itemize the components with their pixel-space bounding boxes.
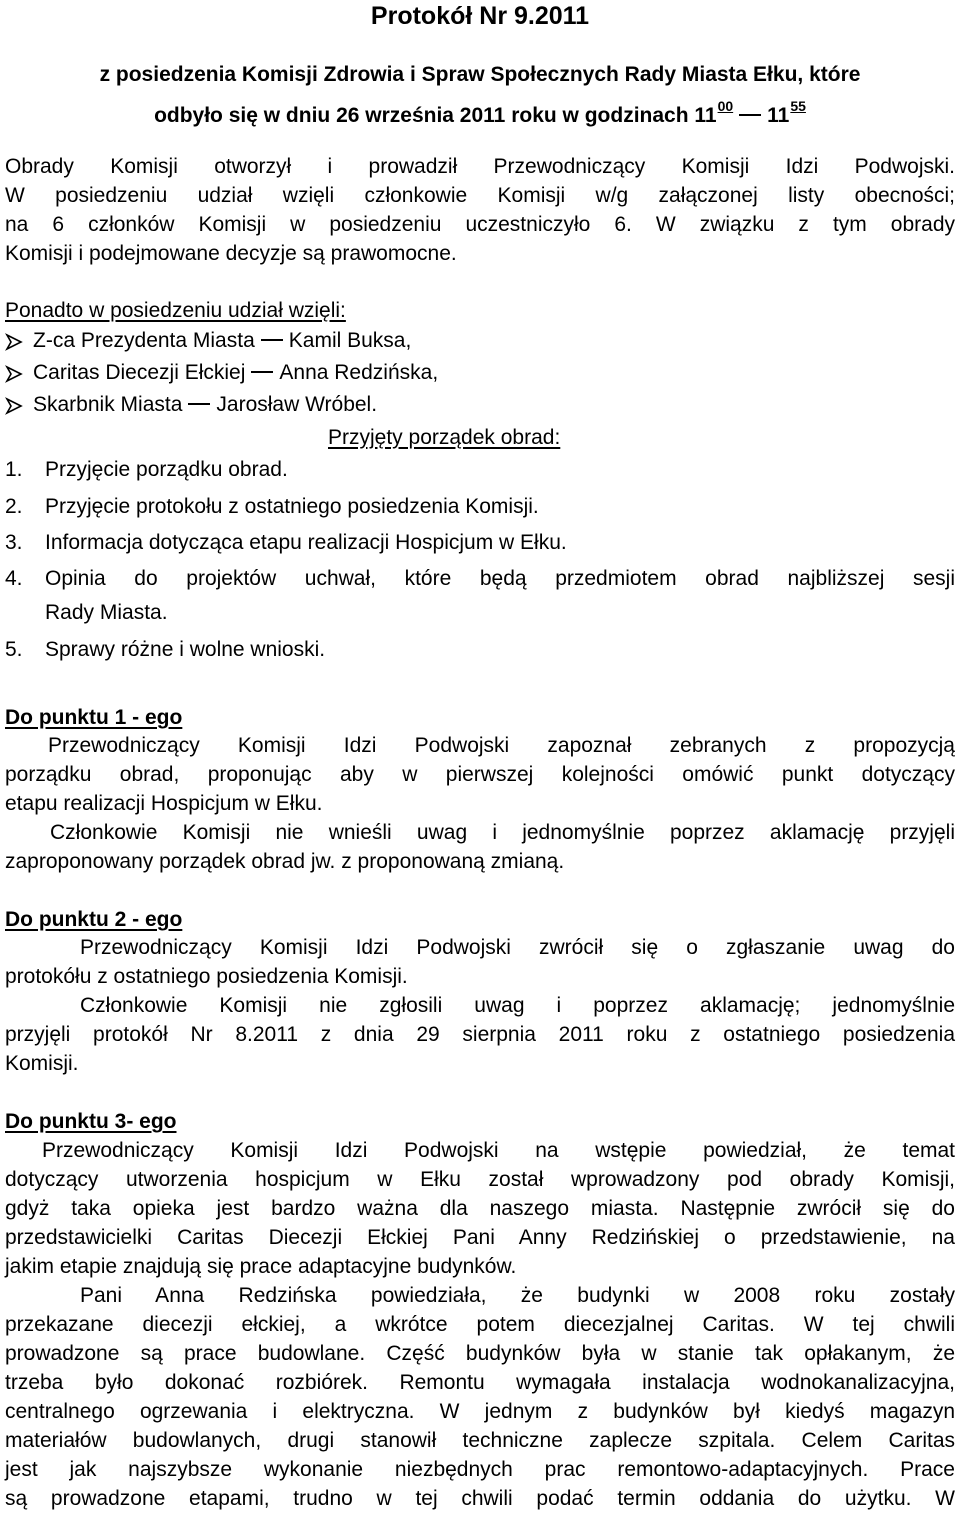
agenda-heading — [328, 423, 728, 452]
section-2-line: Członkowie Komisji nie zgłosili uwag i poprzez aklamację; jednomyślnie — [80, 994, 955, 1017]
subtitle-line-1: z posiedzenia Komisji Zdrowia i Spraw Społecznych Rady Miasta Ełku, które — [99, 63, 861, 86]
section-2-line: protokółu z ostatniego posiedzenia Komisji. — [5, 965, 408, 988]
em-dash — [251, 371, 273, 373]
agenda-item-number: 2. — [5, 495, 23, 518]
intro-line-3: na 6 członków Komisji w posiedzeniu uczestniczyło 6. W związku z tym obrady — [5, 213, 955, 236]
agenda-heading-text: Przyjęty porządek obrad: — [328, 426, 561, 449]
section-1-line: Przewodniczący Komisji Idzi Podwojski zapoznał zebranych z propozycją — [48, 734, 955, 757]
section-3-line: centralnego ogrzewania i elektryczna. W jednym z budynków był kiedyś magazyn — [5, 1400, 955, 1423]
guest-name: Jarosław Wróbel. — [216, 393, 378, 416]
guest-role: Skarbnik Miasta — [33, 393, 183, 416]
section-3-line: jakim etapie znajdują się prace adaptacyjne budynków. — [5, 1255, 517, 1278]
section-3-heading: Do punktu 3- ego — [5, 1110, 177, 1133]
section-3-line: prowadzone są prace budowlane. Część budynków była w stanie tak opłakanym, że — [5, 1342, 955, 1365]
section-2-line: Przewodniczący Komisji Idzi Podwojski zwrócił się o zgłaszanie uwag do — [80, 936, 955, 959]
section-3-line: trzeba było dokonać rozbiórek. Remontu wymagała instalacja wodnokanalizacyjna, — [5, 1371, 955, 1394]
section-3-line: materiałów budowlanych, drugi stanowił techniczne zaplecze szpitala. Celem Caritas — [5, 1429, 955, 1452]
time-range-dash — [739, 114, 761, 116]
arrow-bullet-icon — [5, 358, 33, 387]
agenda-item-number: 5. — [5, 638, 23, 661]
guest-item — [5, 390, 955, 419]
agenda-item-text: Przyjęcie protokołu z ostatniego posiedzenia Komisji. — [45, 495, 539, 518]
intro-line-1: Obrady Komisji otworzył i prowadził Przewodniczący Komisji Idzi Podwojski. — [5, 155, 955, 178]
section-heading — [5, 905, 955, 934]
agenda-item — [5, 455, 955, 484]
section-2-heading: Do punktu 2 - ego — [5, 908, 183, 931]
guest-name: Kamil Buksa, — [288, 329, 412, 352]
arrow-bullet-icon — [5, 390, 33, 419]
section-2-line: Komisji. — [5, 1052, 79, 1075]
agenda-item-text: Informacja dotycząca etapu realizacji Hospicjum w Ełku. — [45, 531, 567, 554]
section-3-line: przedstawicielki Caritas Diecezji Ełckiej Pani Anny Redzińskiej o przedstawienie, na — [5, 1226, 955, 1249]
section-1-line: porządku obrad, proponując aby w pierwszej kolejności omówić punkt dotyczący — [5, 763, 955, 786]
intro-line-2: W posiedzeniu udział wzięli członkowie Komisji w/g załączonej listy obecności; — [5, 184, 955, 207]
intro-line-4: Komisji i podejmowane decyzje są prawomocne. — [5, 242, 457, 265]
guest-name: Anna Redzińska, — [279, 361, 439, 384]
agenda-item-number: 1. — [5, 458, 23, 481]
agenda-item-continuation: Rady Miasta. — [45, 601, 168, 624]
em-dash — [261, 339, 283, 341]
section-3-line: dotyczący utworzenia hospicjum w Ełku został wprowadzony pod obrady Komisji, — [5, 1168, 955, 1191]
agenda-item-number: 3. — [5, 531, 23, 554]
section-3-line: przekazane diecezji ełckiej, a wkrótce potem diecezjalnej Caritas. W tej chwili — [5, 1313, 955, 1336]
section-1-line: Członkowie Komisji nie wnieśli uwag i jednomyślnie poprzez aklamację przyjęli — [50, 821, 955, 844]
agenda-item — [5, 492, 955, 521]
agenda-item — [5, 635, 955, 664]
guest-item — [5, 358, 955, 387]
time-end-hour: 11 — [767, 104, 790, 127]
section-2-line: przyjęli protokół Nr 8.2011 z dnia 29 sierpnia 2011 roku z ostatniego posiedzenia — [5, 1023, 955, 1046]
guests-heading — [5, 296, 955, 325]
subtitle-meeting-date: odbyło się w dniu 26 września 2011 roku w godzinach 11 — [154, 104, 717, 127]
agenda-item-text: Przyjęcie porządku obrad. — [45, 458, 288, 481]
section-1-heading: Do punktu 1 - ego — [5, 706, 183, 729]
page-title: Protokół Nr 9.2011 — [370, 2, 590, 30]
agenda-item — [5, 528, 955, 557]
guest-item — [5, 326, 955, 355]
section-3-line: Pani Anna Redzińska powiedziała, że budynki w 2008 roku zostały — [80, 1284, 955, 1307]
section-3-line: Przewodniczący Komisji Idzi Podwojski na wstępie powiedział, że temat — [42, 1139, 955, 1162]
section-1-line: etapu realizacji Hospicjum w Ełku. — [5, 792, 323, 815]
section-1-line: zaproponowany porządek obrad jw. z proponowaną zmianą. — [5, 850, 565, 873]
section-3-line: są prowadzone etapami, trudno w tej chwili podać termin oddania do użytku. W — [5, 1487, 955, 1510]
section-3-line: jest jak najszybsze wykonanie niezbędnych prac remontowo-adaptacyjnych. Prace — [5, 1458, 955, 1481]
guest-role: Z-ca Prezydenta Miasta — [33, 329, 255, 352]
agenda-item-number: 4. — [5, 567, 23, 590]
guest-role: Caritas Diecezji Ełckiej — [33, 361, 246, 384]
arrow-bullet-icon — [5, 326, 33, 355]
agenda-item-text: Sprawy różne i wolne wnioski. — [45, 638, 326, 661]
section-heading — [5, 703, 955, 732]
agenda-item-text: Opinia do projektów uchwał, które będą przedmiotem obrad najbliższej sesji — [45, 567, 955, 590]
guests-heading-text: Ponadto w posiedzeniu udział wzięli: — [5, 299, 346, 322]
time-start-minutes: 00 — [717, 98, 734, 114]
subtitle-line-2 — [0, 92, 960, 130]
time-end-minutes: 55 — [790, 98, 806, 114]
em-dash — [188, 403, 210, 405]
section-3-line: gdyż taka opieka jest bardzo ważna dla naszego miasta. Następnie zwrócił się do — [5, 1197, 955, 1220]
section-heading — [5, 1107, 955, 1136]
agenda-item — [5, 564, 955, 593]
